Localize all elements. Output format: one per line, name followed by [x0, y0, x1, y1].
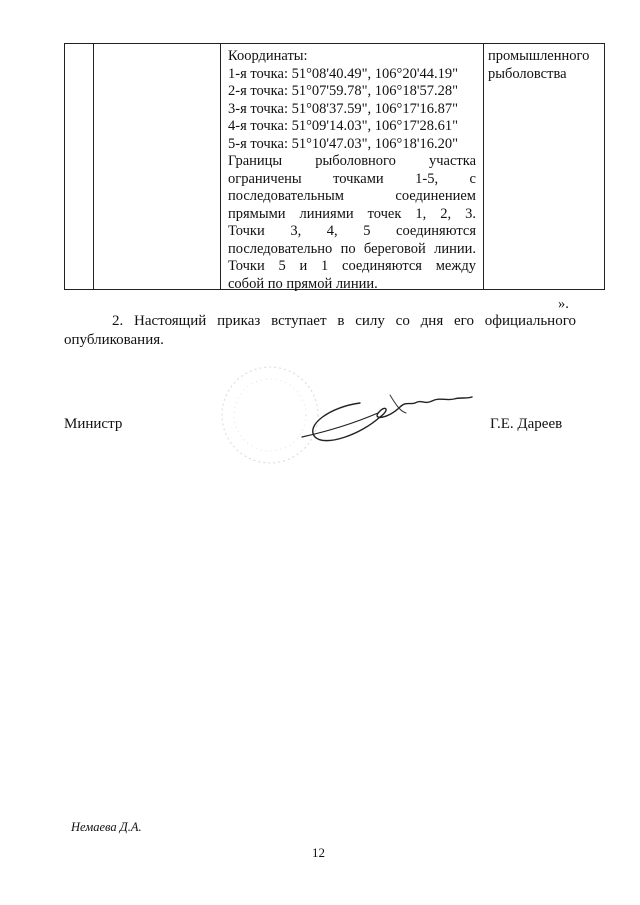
coords-line: 3-я точка: 51°08'37.59", 106°17'16.87" — [228, 100, 459, 117]
effective-date-paragraph — [64, 312, 576, 350]
coordinates-cell — [228, 48, 476, 293]
executor-name: Немаева Д.А. — [71, 820, 142, 834]
boundary-line: последовательным соединением — [228, 188, 476, 204]
signatory-role: Министр — [64, 416, 123, 432]
boundary-line: Точки 3, 4, 5 соединяются — [228, 223, 476, 239]
boundary-line: Границы рыболовного участка — [228, 153, 476, 169]
regulation-table — [64, 43, 605, 290]
signatory-name: Г.Е. Дареев — [490, 416, 563, 432]
coords-line: 5-я точка: 51°10'47.03", 106°18'16.20" — [228, 135, 459, 152]
table-column-name — [94, 44, 221, 289]
coords-line: 2-я точка: 51°07'59.78", 106°18'57.28" — [228, 83, 459, 99]
paragraph-line: 2. Настоящий приказ вступает в силу со дня его официального — [112, 313, 576, 329]
closing-quote: ». — [558, 296, 569, 312]
boundary-line: прямыми линиями точек 1, 2, 3. — [228, 205, 476, 222]
purpose-line: рыболовства — [488, 65, 567, 82]
signature-and-stamp — [210, 355, 480, 465]
boundary-line: ограничены точками 1-5, с — [228, 170, 476, 187]
page-number: 12 — [312, 845, 325, 860]
boundary-line: последовательно по береговой линии. — [228, 240, 476, 257]
boundary-line: собой по прямой линии. — [228, 275, 378, 292]
paragraph-line: опубликования. — [64, 332, 164, 348]
boundary-line: Точки 5 и 1 соединяются между — [228, 258, 476, 274]
purpose-cell — [488, 48, 602, 83]
coords-line: Координаты: — [228, 48, 308, 64]
purpose-line: промышленного — [488, 48, 590, 64]
table-column-number — [65, 44, 94, 289]
coords-line: 4-я точка: 51°09'14.03", 106°17'28.61" — [228, 118, 459, 134]
coords-line: 1-я точка: 51°08'40.49", 106°20'44.19" — [228, 65, 459, 82]
